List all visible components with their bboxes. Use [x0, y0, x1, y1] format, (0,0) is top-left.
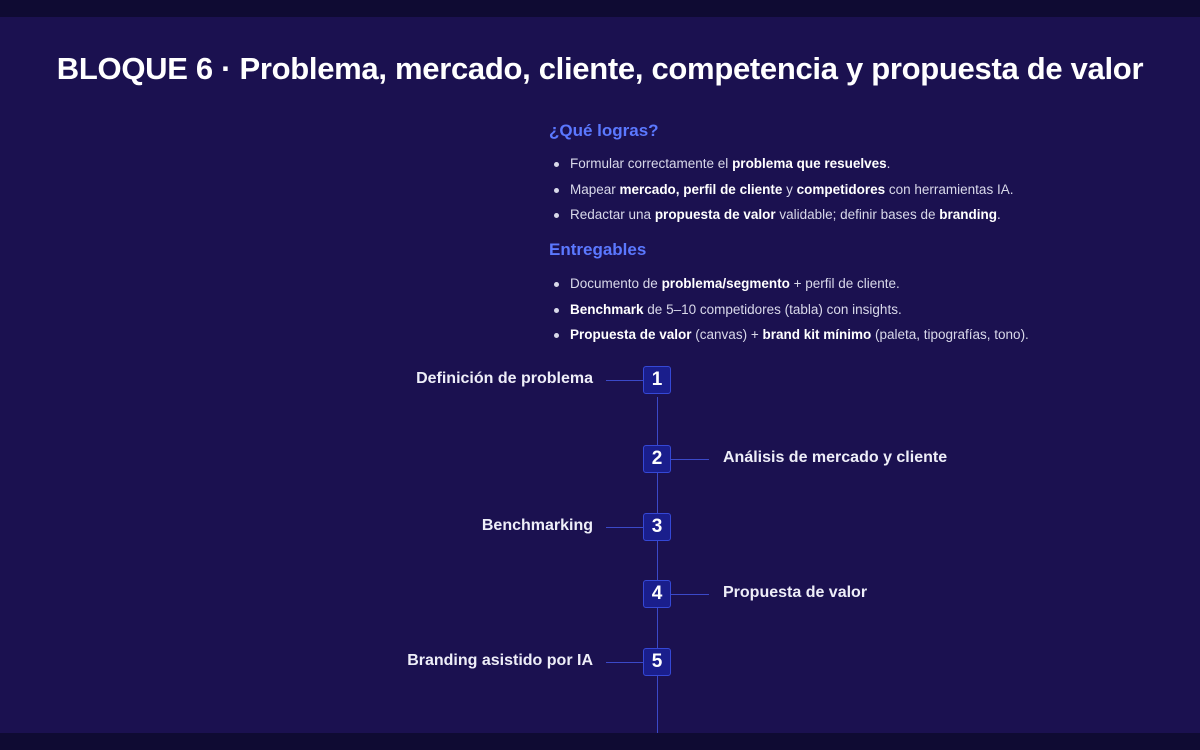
timeline-step-5: 5 — [643, 648, 671, 676]
timeline-connector — [671, 594, 709, 595]
timeline-step-4: 4 — [643, 580, 671, 608]
bottom-letterbox — [0, 733, 1200, 750]
slide — [0, 17, 1200, 733]
entregables-list — [552, 274, 1029, 351]
timeline-step-label: Branding asistido por IA — [407, 652, 593, 669]
top-letterbox — [0, 0, 1200, 17]
entregables-heading: Entregables — [549, 240, 647, 259]
timeline-step-2: 2 — [643, 445, 671, 473]
timeline-step-label: Benchmarking — [481, 517, 593, 534]
timeline-connector — [606, 527, 643, 528]
timeline-connector — [606, 380, 643, 381]
bullet-item: Redactar una propuesta de valor validable; definir bases de branding. — [552, 205, 1013, 231]
timeline-step-1: 1 — [643, 366, 671, 394]
timeline-step-3: 3 — [643, 513, 671, 541]
bullet-item: Formular correctamente el problema que resuelves. — [552, 154, 1013, 180]
timeline-step-label: Análisis de mercado y cliente — [723, 449, 948, 466]
timeline-connector — [671, 459, 709, 460]
slide-title: BLOQUE 6 · Problema, mercado, cliente, competencia y propuesta de valor — [56, 51, 1144, 86]
timeline-step-label: Definición de problema — [416, 370, 593, 387]
bullet-item: Documento de problema/segmento + perfil de cliente. — [552, 274, 1029, 300]
bullet-item: Propuesta de valor (canvas) + brand kit mínimo (paleta, tipografías, tono). — [552, 325, 1029, 351]
logras-heading: ¿Qué logras? — [549, 121, 659, 140]
timeline-step-label: Propuesta de valor — [723, 584, 868, 601]
bullet-item: Benchmark de 5–10 competidores (tabla) con insights. — [552, 300, 1029, 326]
logras-list — [552, 154, 1013, 231]
bullet-item: Mapear mercado, perfil de cliente y competidores con herramientas IA. — [552, 180, 1013, 206]
timeline-connector — [606, 662, 643, 663]
